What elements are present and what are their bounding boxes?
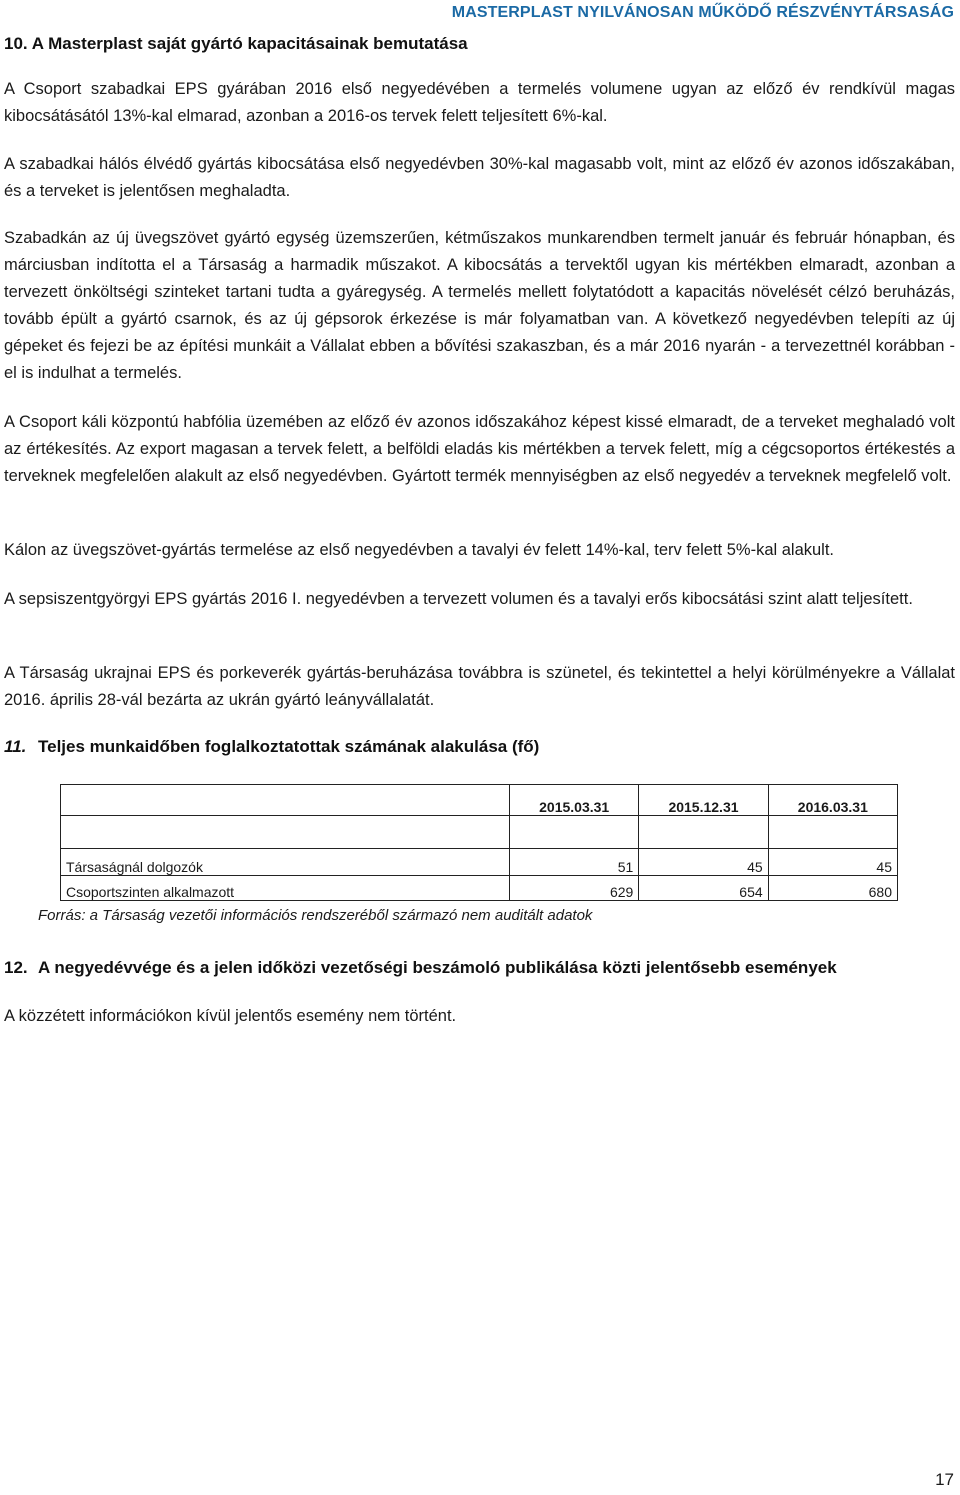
paragraph-text: A Társaság ukrajnai EPS és porkeverék gyártás-beruházása továbbra is szünetel, és tekintettel a helyi körülményekre a Vállalat 2016. április 28-vál bezárta az ukrán gyártó leányvállalatát. bbox=[4, 664, 955, 709]
table-empty-row bbox=[61, 816, 898, 849]
table-cell: 654 bbox=[639, 876, 768, 901]
table-row bbox=[61, 849, 898, 876]
table-cell bbox=[639, 816, 768, 849]
paragraph-sepsiszentgyorgy bbox=[4, 586, 955, 613]
section-title: Teljes munkaidőben foglalkoztatottak számának alakulása (fő) bbox=[38, 737, 540, 756]
paragraph-text: A Csoport káli központú habfólia üzemében az előző év azonos időszakához képest kissé elmaradt, de a terveket meghaladó volt az értékesítés. Az export magasan a tervek felett, a belföldi eladás kis mértékben a tervek felett, míg a cégcsoportos értékestés a terveknek megfelelően alakult az első negyedévben. Gyártott termék mennyiségben az első negyedév a terveknek megfelelő volt. bbox=[4, 413, 955, 485]
paragraph-events bbox=[4, 1003, 955, 1030]
table-cell: 629 bbox=[510, 876, 639, 901]
section-number: 11. bbox=[4, 737, 27, 756]
section-number: 12. bbox=[4, 958, 28, 977]
table-column-header: 2016.03.31 bbox=[768, 785, 897, 816]
company-header: MASTERPLAST NYILVÁNOSAN MŰKÖDŐ RÉSZVÉNYTÁRSASÁG bbox=[451, 4, 954, 21]
paragraph-ukrajna bbox=[4, 660, 955, 714]
table-header-blank bbox=[61, 785, 510, 816]
employees-table bbox=[60, 784, 898, 901]
paragraph-text: Szabadkán az új üvegszövet gyártó egység üzemszerűen, kétműszakos munkarendben termelt január és február hónapban, és márciusban indította el a Társaság a harmadik műszakot. A kibocsátás a tervektől ugyan kis mértékben elmaradt, azonban a tervezett önköltségi szinteket tartani tudta a gyáregység. A termelés mellett folytatódott a kapacitás növelését célzó beruházás, tovább épült a gyártó csarnok, és az új gépsorok érkezése is már folyamatban van. A következő negyedévben telepíti az új gépeket és fejezi be az építési munkáit a Vállalat ebben a bővítési szakaszban, és a már 2016 nyarán - a tervezettnél korábban - el is indulhat a termelés. bbox=[4, 229, 955, 382]
table-header-row bbox=[61, 785, 898, 816]
section-12-heading bbox=[4, 958, 837, 978]
table-source-note: Forrás: a Társaság vezetői információs rendszeréből származó nem auditált adatok bbox=[38, 907, 593, 924]
paragraph-habfolia-kal bbox=[4, 409, 955, 490]
table-row bbox=[61, 876, 898, 901]
table-cell: 680 bbox=[768, 876, 897, 901]
paragraph-text: A közzétett információkon kívül jelentős esemény nem történt. bbox=[4, 1007, 457, 1025]
table-cell: 51 bbox=[510, 849, 639, 876]
table-cell: 45 bbox=[768, 849, 897, 876]
section-title: A negyedévvége és a jelen időközi vezetőségi beszámoló publikálása közti jelentősebb események bbox=[38, 958, 837, 977]
paragraph-uvegszovet-szabadka bbox=[4, 225, 955, 387]
table-cell bbox=[510, 816, 639, 849]
paragraph-eps-szabadka bbox=[4, 76, 955, 130]
table-column-header: 2015.12.31 bbox=[639, 785, 768, 816]
paragraph-uvegszovet-kal bbox=[4, 537, 955, 564]
section-10-title: 10. A Masterplast saját gyártó kapacitásainak bemutatása bbox=[4, 34, 468, 53]
paragraph-text: A sepsiszentgyörgyi EPS gyártás 2016 I. negyedévben a tervezett volumen és a tavalyi erős kibocsátási szint alatt teljesített. bbox=[4, 590, 913, 608]
table-cell: 45 bbox=[639, 849, 768, 876]
section-11-heading bbox=[4, 737, 539, 757]
row-label: Csoportszinten alkalmazott bbox=[61, 876, 510, 901]
table-cell bbox=[61, 816, 510, 849]
paragraph-text: A szabadkai hálós élvédő gyártás kibocsátása első negyedévben 30%-kal magasabb volt, mint az előző év azonos időszakában, és a terveket is jelentősen meghaladta. bbox=[4, 155, 955, 200]
row-label: Társaságnál dolgozók bbox=[61, 849, 510, 876]
paragraph-text: A Csoport szabadkai EPS gyárában 2016 első negyedévében a termelés volumene ugyan az előző év rendkívül magas kibocsátásától 13%-kal elmarad, azonban a 2016-os tervek felett teljesített 6%-kal. bbox=[4, 80, 955, 125]
paragraph-halos-elvedo bbox=[4, 151, 955, 205]
table-cell bbox=[768, 816, 897, 849]
table-column-header: 2015.03.31 bbox=[510, 785, 639, 816]
paragraph-text: Kálon az üvegszövet-gyártás termelése az első negyedévben a tavalyi év felett 14%-kal, terv felett 5%-kal alakult. bbox=[4, 541, 835, 559]
page-number: 17 bbox=[935, 1470, 954, 1489]
